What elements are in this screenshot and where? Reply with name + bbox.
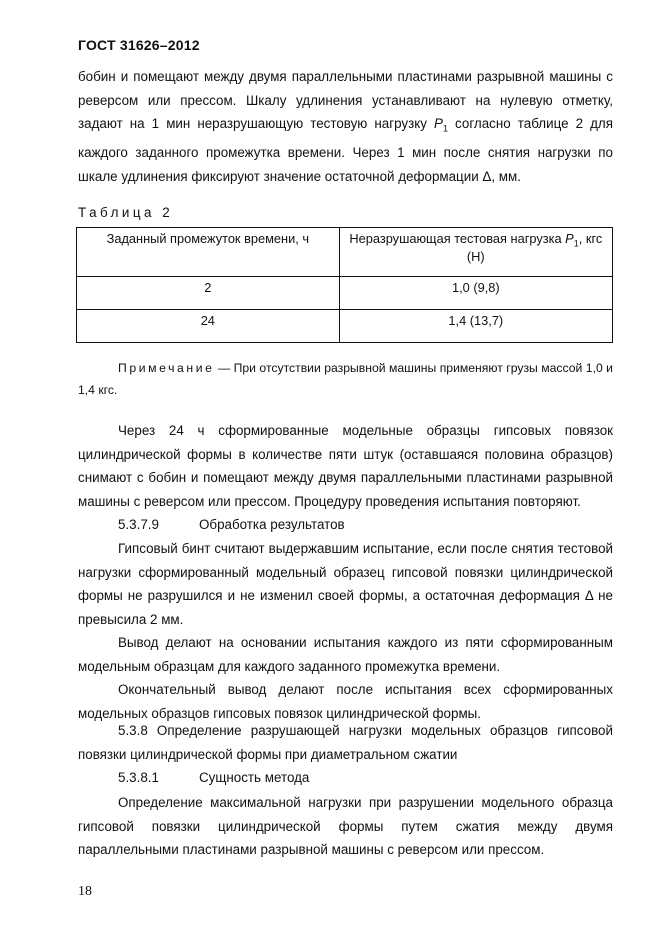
column-header-time: Заданный промежуток времени, ч bbox=[77, 228, 340, 277]
load-table bbox=[76, 227, 613, 343]
section-number: 5.3.7.9 bbox=[118, 517, 159, 532]
section-title: Обработка результатов bbox=[199, 517, 345, 532]
table-header-row bbox=[77, 228, 613, 277]
paragraph-pass-criteria: Гипсовый бинт считают выдержавшим испытание, если после снятия тестовой нагрузки сформированный модельный образец гипсовой повязки цилиндрической формы не разрушился и не изменил своей формы, а остаточная деформация Δ не превысила 2 мм. bbox=[78, 541, 613, 627]
section-title: Сущность метода bbox=[199, 770, 310, 785]
intro-paragraph: бобин и помещают между двумя параллельными пластинами разрывной машины с реверсом или прессом. Шкалу удлинения устанавливают на нулевую отметку, задают на 1 мин неразрушающую тестовую нагрузку $P_1$ согласно таблице 2 для каждого заданного промежутка времени. Через 1 мин после снятия нагрузки по шкале удлинения фиксируют значение остаточной деформации Δ, мм. bbox=[78, 69, 613, 185]
paragraph-final-conclusion: Окончательный вывод делают после испытания всех сформированных модельных образцов гипсовых повязок цилиндрической формы. bbox=[78, 682, 613, 721]
table-row bbox=[77, 310, 613, 343]
cell-load: 1,0 (9,8) bbox=[339, 277, 612, 310]
section-number: 5.3.8.1 bbox=[118, 770, 159, 785]
table-caption: Таблица 2 bbox=[78, 205, 174, 220]
section-heading-5-3-8-1 bbox=[118, 766, 309, 790]
cell-load: 1,4 (13,7) bbox=[339, 310, 612, 343]
table-row bbox=[77, 277, 613, 310]
cell-time: 24 bbox=[77, 310, 340, 343]
note-label: Примечание bbox=[118, 361, 215, 375]
paragraph-method-essence: Определение максимальной нагрузки при разрушении модельного образца гипсовой повязки цилиндрической формы путем сжатия между двумя параллельными пластинами разрывной машины с реверсом или прессом. bbox=[78, 795, 613, 858]
paragraph-conclusion: Вывод делают на основании испытания каждого из пяти сформированным модельным образцам для каждого заданного промежутка времени. bbox=[78, 635, 613, 674]
paragraph-repeat-test: Через 24 ч сформированные модельные образцы гипсовых повязок цилиндрической формы в количестве пяти штук (оставшаяся половина образцов) снимают с бобин и помещают между двумя параллельными пластинами разрывной машины с реверсом или прессом. Процедуру проведения испытания повторяют. bbox=[78, 423, 613, 509]
load-symbol: P bbox=[434, 116, 443, 132]
document-header: ГОСТ 31626–2012 bbox=[78, 37, 200, 53]
table-note: Примечание — При отсутствии разрывной машины применяют грузы массой 1,0 и 1,4 кгс. bbox=[78, 361, 613, 397]
column-header-load: Неразрушающая тестовая нагрузка $P_1$, кгс (Н) bbox=[339, 228, 612, 277]
section-heading-5-3-8: 5.3.8 Определение разрушающей нагрузки модельных образцов гипсовой повязки цилиндрической формы при диаметральном сжатии bbox=[78, 723, 613, 762]
cell-time: 2 bbox=[77, 277, 340, 310]
section-heading-5-3-7-9 bbox=[118, 513, 345, 537]
page-number: 18 bbox=[78, 884, 92, 899]
